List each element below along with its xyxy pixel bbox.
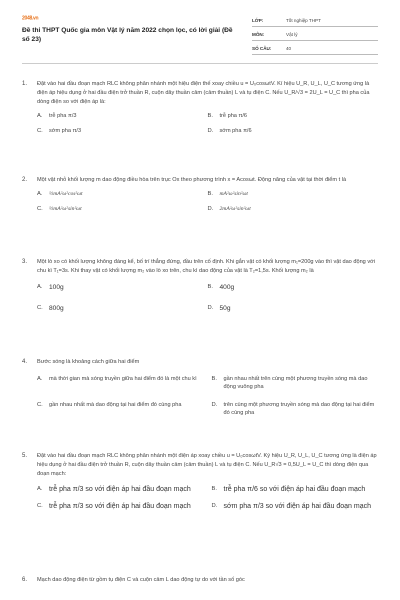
option-label: D. bbox=[207, 304, 214, 311]
question-3 bbox=[22, 258, 378, 314]
option-text: 800g bbox=[49, 304, 64, 312]
option-b[interactable] bbox=[208, 283, 379, 293]
option-b[interactable] bbox=[208, 190, 379, 198]
question-text: Bước sóng là khoảng cách giữa hai điểm bbox=[37, 359, 140, 365]
option-text: 2mA²ω²sin²ωt bbox=[219, 206, 251, 213]
option-c[interactable] bbox=[37, 205, 208, 213]
option-text: ½mA²ω²sin²ωt bbox=[49, 206, 82, 213]
question-6 bbox=[22, 576, 378, 585]
question-text: Đặt vào hai đầu đoạn mạch RLC không phân nhánh một hiệu điện thế xoay chiều u = U₀cosωtV. Kí hiệu U_R, U_L, U_C tương ứng là điện áp hiệu dụng ở hai đầu điện trở thuần R, cuộn dây thuần cảm (cảm thuần) L và tụ điện C. Nếu U_R/√3 = 2U_L = U_C thì pha của dòng điện so với điện áp là: bbox=[37, 81, 370, 105]
option-b[interactable] bbox=[212, 485, 379, 494]
question-number: 3. bbox=[22, 259, 28, 265]
option-label: A. bbox=[37, 375, 43, 382]
meta-value: Tốt nghiệp THPT bbox=[286, 18, 321, 24]
option-text: mA²ω²sin²ωt bbox=[219, 190, 248, 197]
question-2 bbox=[22, 176, 378, 214]
page-title: Đề thi THPT Quốc gia môn Vật lý năm 2022 chọn lọc, có lời giải (Đề số 23) bbox=[22, 27, 233, 43]
option-text: trên cùng một phương truyền sóng mà dao động tại hai điểm đó cùng pha bbox=[223, 401, 375, 417]
meta-value: 40 bbox=[286, 46, 292, 52]
option-a[interactable] bbox=[37, 112, 208, 120]
option-text: sớm pha π/3 so với điện áp hai đầu đoạn mạch bbox=[223, 503, 371, 511]
question-text: Mạch dao động điện từ gồm tụ điện C và cuộn cảm L dao động tự do với tần số góc bbox=[37, 577, 245, 583]
meta-key: MÔN: bbox=[252, 32, 265, 38]
question-5 bbox=[22, 452, 378, 512]
option-label: B. bbox=[211, 485, 217, 492]
option-text: gần nhau nhất mà dao động tại hai điểm đó cùng pha bbox=[49, 401, 182, 408]
option-text: trễ pha π/3 so với điện áp hai đầu đoạn mạch bbox=[49, 485, 191, 493]
option-label: A. bbox=[37, 283, 43, 290]
question-4 bbox=[22, 358, 378, 418]
option-text: 400g bbox=[219, 283, 235, 291]
option-b[interactable] bbox=[208, 112, 379, 120]
meta-row-count bbox=[252, 44, 378, 55]
option-text: 100g bbox=[49, 283, 64, 291]
option-label: A. bbox=[37, 485, 43, 492]
option-text: sớm pha π/3 bbox=[49, 128, 82, 135]
option-text: gần nhau nhất trên cùng một phương truyền sóng mà dao động vuông pha bbox=[223, 375, 368, 391]
option-a[interactable] bbox=[37, 485, 204, 494]
question-number: 5. bbox=[22, 453, 28, 459]
option-text: mà thời gian mà sóng truyền giữa hai điểm đó là một chu kì bbox=[49, 375, 197, 382]
question-number: 1. bbox=[22, 81, 28, 87]
question-1 bbox=[22, 80, 378, 136]
question-number: 4. bbox=[22, 359, 28, 365]
option-c[interactable] bbox=[37, 502, 204, 511]
option-text: ½mA²ω²cos²ωt bbox=[49, 190, 83, 197]
meta-key: LỚP: bbox=[252, 18, 264, 24]
option-label: B. bbox=[207, 112, 213, 119]
option-label: D. bbox=[207, 206, 214, 213]
option-d[interactable] bbox=[208, 127, 379, 135]
meta-key: SỐ CÂU: bbox=[252, 46, 272, 52]
logo-text: 2048 bbox=[22, 15, 32, 22]
header-divider bbox=[22, 63, 378, 64]
option-text: sớm pha π/6 bbox=[219, 128, 252, 135]
option-label: C. bbox=[37, 503, 43, 510]
exam-meta bbox=[252, 16, 378, 58]
option-label: D. bbox=[211, 401, 218, 408]
option-text: trễ pha π/6 so với điện áp hai đầu đoạn mạch bbox=[223, 485, 366, 493]
option-label: D. bbox=[207, 128, 214, 135]
logo bbox=[22, 12, 38, 28]
option-d[interactable] bbox=[208, 304, 379, 314]
option-label: A. bbox=[37, 190, 43, 197]
option-label: C. bbox=[37, 304, 43, 311]
option-label: B. bbox=[211, 375, 217, 382]
option-text: 50g bbox=[219, 304, 231, 312]
option-a[interactable] bbox=[37, 283, 208, 293]
question-number: 6. bbox=[22, 577, 28, 583]
option-label: C. bbox=[37, 128, 43, 135]
option-label: B. bbox=[207, 283, 213, 290]
question-text: Đặt vào hai đầu đoạn mạch RLC không phân nhánh một điện áp xoay chiều u = U₀cosωtV. Ký hiệu U_R, U_L, U_C tương ứng là điện áp hiệu dụng ở hai đầu điện trở thuần R, cuộn dây thuần cảm (cảm thuần) L và tụ điện C. Nếu U_R√3 = 0,5U_L = U_C thì dòng điện qua đoạn mạch: bbox=[37, 453, 377, 477]
meta-value: Vật lý bbox=[286, 32, 298, 38]
option-label: B. bbox=[207, 190, 213, 197]
meta-row-subject bbox=[252, 30, 378, 41]
meta-row-class bbox=[252, 16, 378, 27]
option-text: trễ pha π/6 bbox=[219, 112, 247, 119]
option-d[interactable] bbox=[208, 205, 379, 213]
option-text: trễ pha π/3 so với điện áp hai đầu đoạn mạch bbox=[49, 503, 191, 511]
logo-suffix: .vn bbox=[31, 15, 39, 22]
option-d[interactable] bbox=[212, 401, 379, 418]
option-label: A. bbox=[37, 112, 43, 119]
option-text: trễ pha π/3 bbox=[49, 112, 77, 119]
question-text: Một vật nhỏ khối lượng m dao động điều hòa trên trục Ox theo phương trình x = Acosωt. Động năng của vật tại thời điểm t là bbox=[37, 177, 347, 183]
option-c[interactable] bbox=[37, 127, 208, 135]
option-b[interactable] bbox=[212, 375, 379, 392]
option-a[interactable] bbox=[37, 190, 208, 198]
option-label: C. bbox=[37, 206, 43, 213]
question-number: 2. bbox=[22, 177, 28, 183]
option-label: C. bbox=[37, 401, 43, 408]
option-d[interactable] bbox=[212, 502, 379, 511]
option-a[interactable] bbox=[37, 375, 204, 392]
question-text: Một lò xo có khối lượng không đáng kể, bố trí thẳng đứng, đầu trên cố định. Khi gắn vật có khối lượng m₁=200g vào thì vật dao động với chu kì T₁=3s. Khi thay vật có khối lượng m₂ vào lò xo trên, chu kì dao động của vật là T₂=1,5s. Khối lượng m₂ là bbox=[37, 259, 376, 274]
option-c[interactable] bbox=[37, 401, 204, 418]
option-c[interactable] bbox=[37, 304, 208, 314]
option-label: D. bbox=[211, 503, 218, 510]
